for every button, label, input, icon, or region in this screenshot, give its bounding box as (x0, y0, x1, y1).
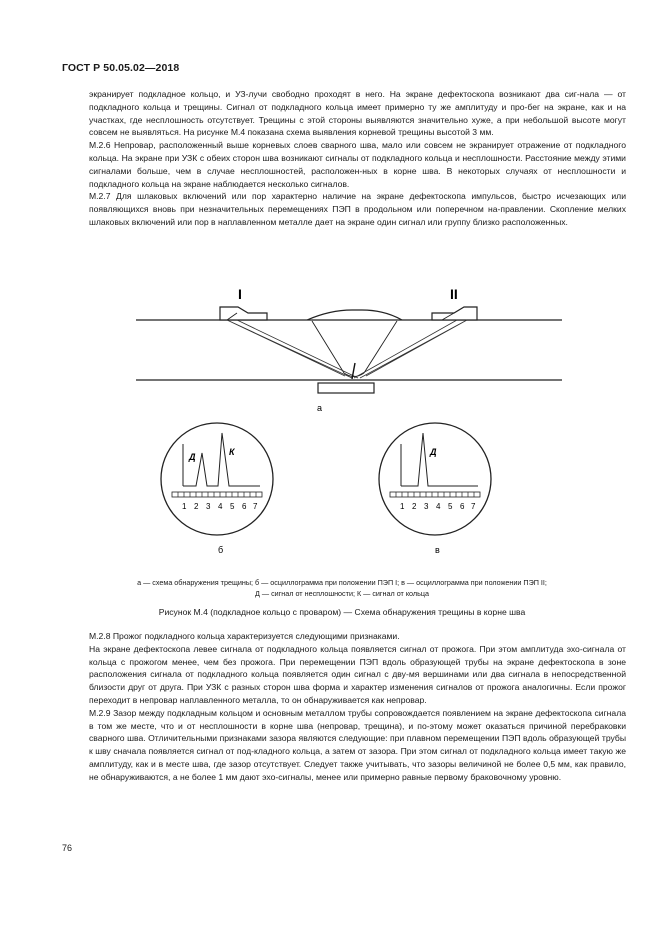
svg-text:7: 7 (253, 502, 258, 511)
svg-text:1: 1 (400, 502, 405, 511)
beam-right (354, 320, 467, 378)
svg-text:2: 2 (412, 502, 417, 511)
osc-v-scale (390, 492, 480, 497)
oscilloscope-v (379, 423, 491, 535)
page-header: ГОСТ Р 50.05.02—2018 (62, 62, 180, 74)
paragraph: экранирует подкладное кольцо, и УЗ-лучи свободно проходят в него. На экране дефектоскопа возникают два сиг-нала — от подкладного кольца и трещины. Сигнал от подкладного кольца имеет примерно ту же амплитуду и про-бег на экране, как и на участках, где несплошность отсутствует. Трещины с этой стороны выявляются значительно хуже, а при небольшой высоте могут совсем не выявляться. На рисунке М.4 показана схема выявления корневой трещины высотой 3 мм. (89, 89, 626, 138)
backing-ring (318, 383, 374, 393)
legend-line: а — схема обнаружения трещины; б — осциллограмма при положении ПЭП I; в — осциллограмма при положении ПЭП II; (137, 578, 547, 587)
beam-left (227, 320, 358, 378)
label-b: б (218, 545, 224, 555)
paragraph: М.2.6 Непровар, расположенный выше корневых слоев сварного шва, мало или совсем не экранирует отражение от подкладного кольца. На экране при УЗК с обеих сторон шва возникают сигналы от подкладного кольца и несплошности. Расстояние между этими сигналами больше, чем в случае несплошностей, расположен-ных в корне шва. В некоторых случаях от несплошности и подкладного кольца на экране наблюдается несколько сигналов. (89, 140, 626, 189)
svg-text:5: 5 (230, 502, 235, 511)
svg-text:3: 3 (206, 502, 211, 511)
figure-drawing (62, 283, 622, 583)
text-block-bottom (89, 630, 626, 784)
label-v: в (435, 545, 440, 555)
oscilloscope-b (161, 423, 273, 535)
paragraph: М.2.7 Для шлаковых включений или пор характерно наличие на экране дефектоскопа импульсов, быстро исчезающих или появляющихся вновь при незначительных перемещениях ПЭП в продольном или поперечном на-правлении. Скопление мелких шлаковых включений или пор в наплавленном металле дает на экране один сигнал или группу близко расположенных. (89, 191, 626, 227)
figure-caption: Рисунок М.4 (подкладное кольцо с проваром) — Схема обнаружения трещины в корне шва (158, 607, 526, 617)
paragraph: М.2.9 Зазор между подкладным кольцом и основным металлом трубы сопровождается появлением на экране дефектоскопа сигнала в том же месте, что и от несплошности в корне шва (непровар, трещина), и по-этому может оказаться причиной перебраковки сварного шва. Отличительными признаками зазора являются следующие: при плавном перемещении ПЭП вдоль образующей трубы к шву сначала появляется сигнал от под-кладного кольца, а затем от зазора. При этом сигнал от подкладного кольца имеет такую же амплитуду, как и в месте шва, где зазор отсутствует. Следует также учитывать, что зазоры величиной не более 0,5 мм, как правило, не обнаруживаются, а не более 1 мм дают эхо-сигналы, менее или примерно равные первому браковочному уровню. (89, 707, 626, 782)
osc-b-peak-k: К (229, 447, 235, 457)
osc-b-scale (172, 492, 262, 497)
probe-left (220, 307, 267, 320)
osc-v-peak-d: Д (430, 447, 437, 457)
svg-text:4: 4 (218, 502, 223, 511)
label-a: а (317, 403, 323, 413)
figure-legend (62, 577, 622, 599)
probe-right (432, 307, 477, 320)
svg-text:5: 5 (448, 502, 453, 511)
legend-line: Д — сигнал от несплошности; К — сигнал от кольца (255, 589, 429, 598)
svg-text:4: 4 (436, 502, 441, 511)
svg-text:3: 3 (424, 502, 429, 511)
page-number: 76 (62, 843, 73, 853)
svg-text:6: 6 (242, 502, 247, 511)
svg-text:1: 1 (182, 502, 187, 511)
probe-left-label: I (238, 286, 242, 302)
probe-right-label: II (450, 286, 458, 302)
weld-crown (307, 310, 402, 320)
svg-text:7: 7 (471, 502, 476, 511)
paragraph: М.2.8 Прожог подкладного кольца характеризуется следующими признаками. (89, 631, 400, 641)
figure-m4 (62, 283, 622, 603)
svg-text:2: 2 (194, 502, 199, 511)
svg-text:6: 6 (460, 502, 465, 511)
text-block-top (89, 88, 626, 229)
osc-b-peak-d: Д (189, 452, 196, 462)
paragraph: На экране дефектоскопа левее сигнала от подкладного кольца появляется сигнал от прожога. При этом амплитуда эхо-сигнала от кольца с прожогом менее, чем без прожога. При перемещении ПЭП вдоль образующей трубы на экране дефектоскопа в зоне расположения сигнала от подкладного кольца появляется один сигнал с дву-мя вершинами или два сигнала в непосредственной близости друг от друга. При УЗК с разных сторон шва форма и характер изменения сигналов от прожога аналогичны. Если прожог переходит в непровар наплавленного металла, то он обнаруживается как непровар. (89, 643, 626, 705)
